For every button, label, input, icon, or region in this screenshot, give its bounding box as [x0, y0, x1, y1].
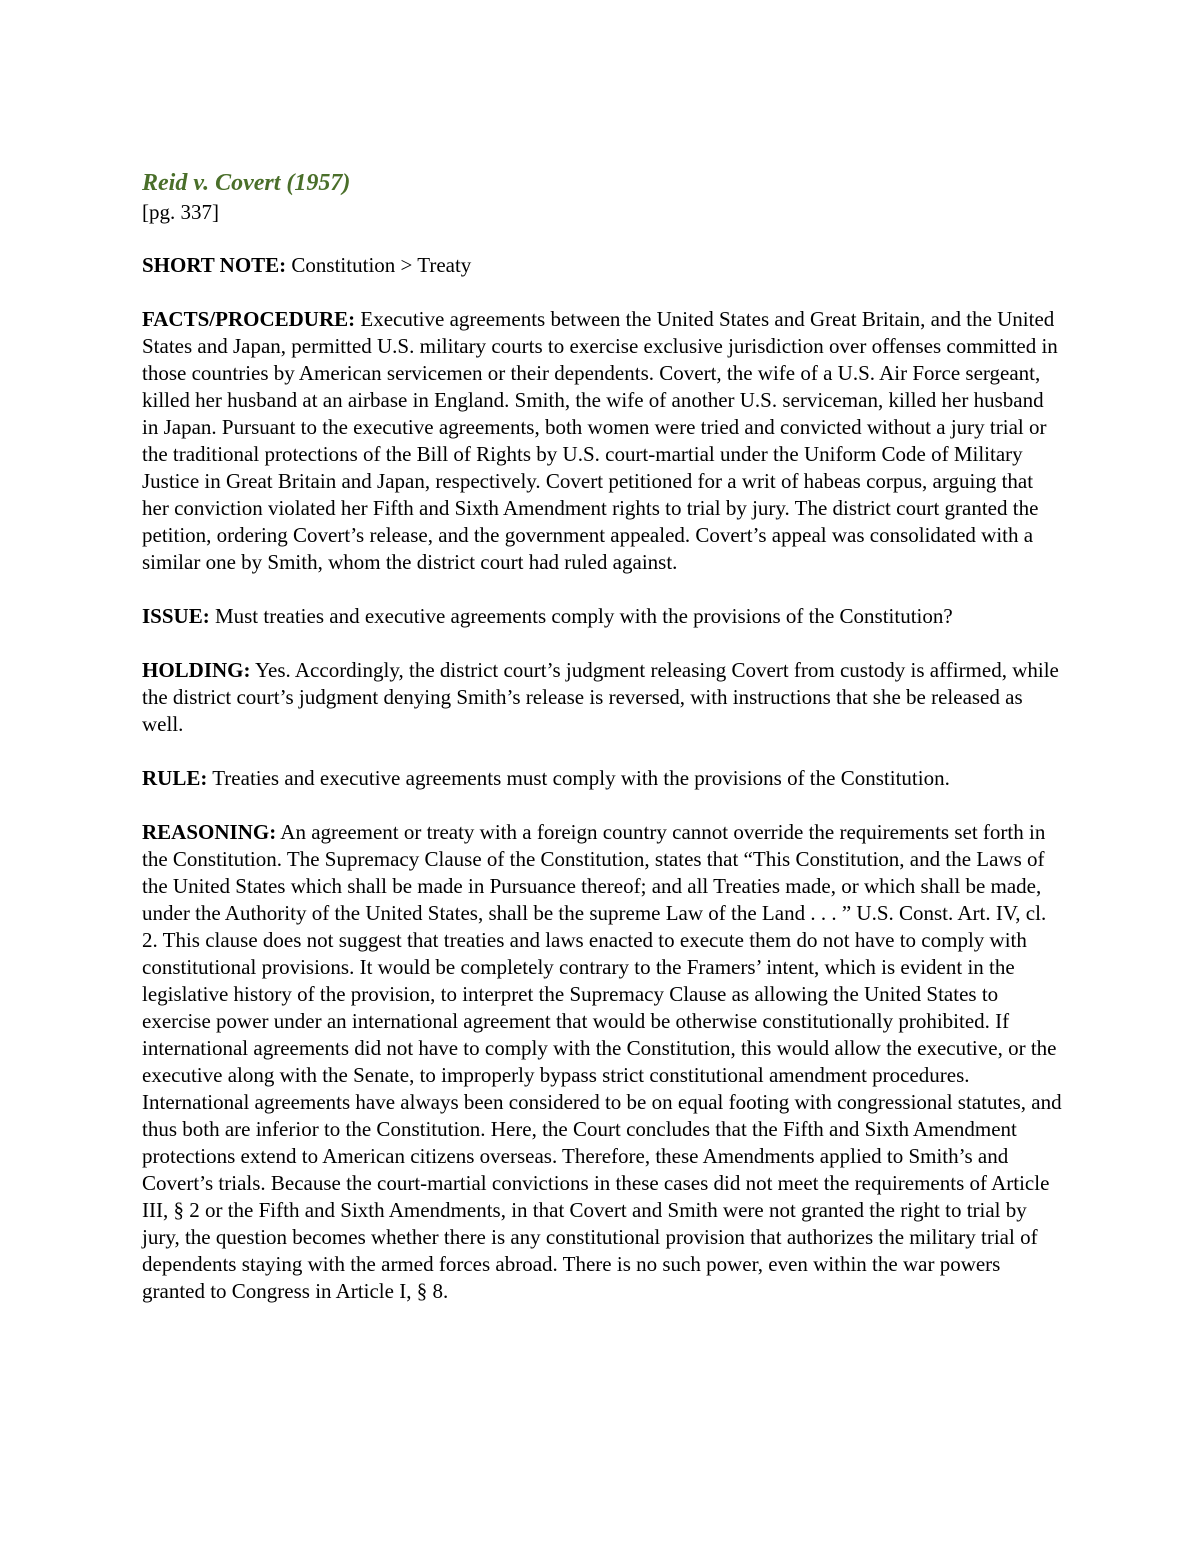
case-title: Reid v. Covert (1957) [142, 170, 351, 196]
section-short-note [142, 252, 1062, 279]
document-page [142, 168, 1062, 1332]
section-text: Executive agreements between the United States and Great Britain, and the United States and Japan, permitted U.S. military courts to exercise exclusive jurisdiction over offenses committed in those countries by American servicemen or their dependents. Covert, the wife of a U.S. Air Force sergeant, killed her husband at an airbase in England. Smith, the wife of another U.S. serviceman, killed her husband in Japan. Pursuant to the executive agreements, both women were tried and convicted without a jury trial or the traditional protections of the Bill of Rights by U.S. court-martial under the Uniform Code of Military Justice in Great Britain and Japan, respectively. Covert petitioned for a writ of habeas corpus, arguing that her conviction violated her Fifth and Sixth Amendment rights to trial by jury. The district court granted the petition, ordering Covert’s release, and the government appealed. Covert’s appeal was consolidated with a similar one by Smith, whom the district court had ruled against. [142, 307, 1058, 574]
section-label: SHORT NOTE: [142, 253, 287, 277]
section-label: FACTS/PROCEDURE: [142, 307, 356, 331]
section-text: Treaties and executive agreements must comply with the provisions of the Constitution. [207, 766, 950, 790]
page-reference: [pg. 337] [142, 200, 219, 224]
section-label: HOLDING: [142, 658, 251, 682]
section-label: REASONING: [142, 820, 277, 844]
section-facts-procedure [142, 306, 1062, 576]
section-holding [142, 657, 1062, 738]
section-label: RULE: [142, 766, 208, 790]
section-text: Yes. Accordingly, the district court’s judgment releasing Covert from custody is affirmed, while the district court’s judgment denying Smith’s release is reversed, with instructions that she be released as well. [142, 658, 1059, 736]
section-label: ISSUE: [142, 604, 210, 628]
section-text: An agreement or treaty with a foreign country cannot override the requirements set forth in the Constitution. The Supremacy Clause of the Constitution, states that “This Constitution, and the Laws of the United States which shall be made in Pursuance thereof; and all Treaties made, or which shall be made, under the Authority of the United States, shall be the supreme Law of the Land . . . ” U.S. Const. Art. IV, cl. 2. This clause does not suggest that treaties and laws enacted to execute them do not have to comply with constitutional provisions. It would be completely contrary to the Framers’ intent, which is evident in the legislative history of the provision, to interpret the Supremacy Clause as allowing the United States to exercise power under an international agreement that would be otherwise constitutionally prohibited. If international agreements did not have to comply with the Constitution, this would allow the executive, or the executive along with the Senate, to improperly bypass strict constitutional amendment procedures. International agreements have always been considered to be on equal footing with congressional statutes, and thus both are inferior to the Constitution. Here, the Court concludes that the Fifth and Sixth Amendment protections extend to American citizens overseas. Therefore, these Amendments applied to Smith’s and Covert’s trials. Because the court-martial convictions in these cases did not meet the requirements of Article III, § 2 or the Fifth and Sixth Amendments, in that Covert and Smith were not granted the right to trial by jury, the question becomes whether there is any constitutional provision that authorizes the military trial of dependents staying with the armed forces abroad. There is no such power, even within the war powers granted to Congress in Article I, § 8. [142, 820, 1062, 1303]
section-text: Constitution > Treaty [286, 253, 472, 277]
section-rule [142, 765, 1062, 792]
section-issue [142, 603, 1062, 630]
section-text: Must treaties and executive agreements comply with the provisions of the Constitution? [209, 604, 953, 628]
section-reasoning [142, 819, 1062, 1305]
